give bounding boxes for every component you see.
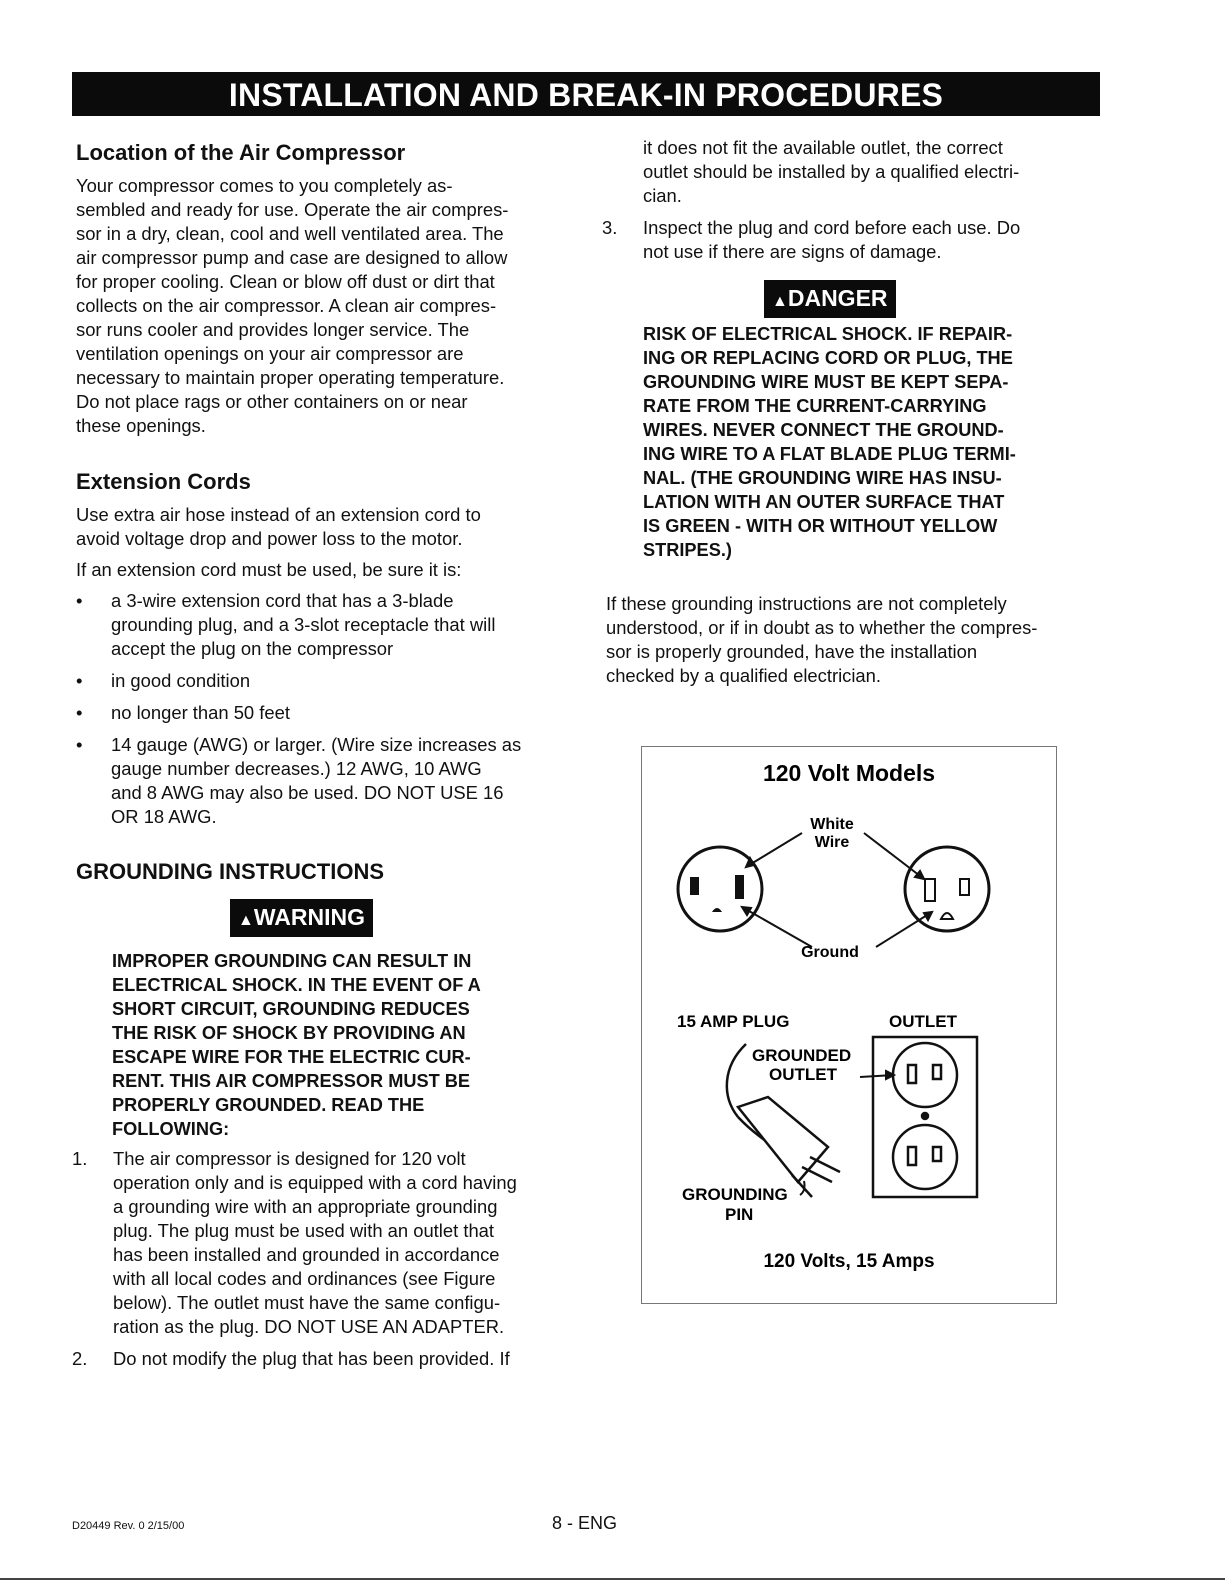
grounded-outlet-label: OUTLET bbox=[769, 1065, 837, 1084]
pin-label: PIN bbox=[725, 1205, 754, 1224]
warning-label: ▲WARNING bbox=[230, 899, 373, 937]
extension-heading: Extension Cords bbox=[76, 469, 251, 494]
list-item: • in good condition bbox=[76, 670, 251, 691]
wiring-diagram bbox=[642, 747, 1056, 1303]
outlet-face-icon bbox=[905, 847, 989, 931]
grounding-label: GROUNDING bbox=[682, 1185, 788, 1204]
location-heading: Location of the Air Compressor bbox=[76, 140, 406, 165]
danger-label: ▲DANGER bbox=[764, 280, 896, 318]
warning-triangle-icon: ▲ bbox=[772, 293, 788, 310]
extension-intro: Use extra air hose instead of an extension cord to avoid voltage drop and power loss to the motor. bbox=[76, 504, 481, 549]
right-column bbox=[602, 136, 1096, 688]
list-item: • no longer than 50 feet bbox=[76, 702, 290, 723]
grounded-label: GROUNDED bbox=[752, 1046, 852, 1065]
warning-text: IMPROPER GROUNDING CAN RESULT IN ELECTRICAL SHOCK. IN THE EVENT OF A SHORT CIRCUIT, GROUNDING REDUCES THE RISK OF SHOCK BY PROVIDING AN ESCAPE WIRE FOR THE ELECTRIC CUR- RENT. THIS AIR COMPRESSOR MUST BE PROPERLY GROUNDED. READ THE FOLLOWING: bbox=[112, 951, 481, 1139]
wall-outlet-icon bbox=[873, 1037, 977, 1197]
page-number: 8 - ENG bbox=[552, 1513, 618, 1533]
ground-label: Ground bbox=[801, 944, 859, 961]
figure-title: 120 Volt Models bbox=[762, 760, 936, 786]
danger-text: RISK OF ELECTRICAL SHOCK. IF REPAIR- ING OR REPLACING CORD OR PLUG, THE GROUNDING WIRE MUST BE KEPT SEPA- RATE FROM THE CURRENT-CARRYING WIRES. NEVER CONNECT THE GROUND- ING WIRE TO A FLAT BLADE PLUG TERMI- NAL. (THE GROUNDING WIRE HAS INSU- LATION WITH AN OUTER SURFACE THAT IS GREEN - WITH OR WITHOUT YELLOW STRIPES.) bbox=[643, 324, 1016, 560]
extension-lead: If an extension cord must be used, be sure it is: bbox=[76, 559, 462, 580]
closing-paragraph: If these grounding instructions are not completely understood, or if in doubt as to whether the compres- sor is properly grounded, have the installation checked by a qualified electrician. bbox=[606, 593, 1038, 686]
white-label: White bbox=[810, 816, 854, 833]
list-item: 2. Do not modify the plug that has been provided. If bbox=[72, 1348, 510, 1369]
continued-text: it does not fit the available outlet, the correct outlet should be installed by a qualified electri- cian. bbox=[643, 137, 1020, 206]
step-3 bbox=[602, 216, 1096, 264]
list-item: 1. The air compressor is designed for 120 volt operation only and is equipped with a cord having a grounding wire with an appropriate grounding plug. The plug must be used with an outlet that has been installed and grounded in accordance with all local codes and ordinances (see Figure below). The outlet must have the same configu- ration as the plug. DO NOT USE AN ADAPTER. bbox=[72, 1148, 517, 1337]
location-paragraph: Your compressor comes to you completely as- sembled and ready for use. Operate the air compres- sor in a dry, clean, cool and well ventilated area. The air compressor pump and case are designed to allow for proper cooling. Clean or blow off dust or dirt that collects on the air compressor. A clean air compres- sor runs cooler and provides longer service. The ventilation openings on your air compressor are necessary to maintain proper operating temperature. Do not place rags or other containers on or near these openings. bbox=[76, 175, 509, 436]
list-item: • a 3-wire extension cord that has a 3-blade grounding plug, and a 3-slot receptacle that will accept the plug on the compressor bbox=[76, 590, 496, 659]
plug-label: 15 AMP PLUG bbox=[677, 1012, 790, 1031]
left-column bbox=[72, 140, 576, 1371]
page-banner: INSTALLATION AND BREAK-IN PROCEDURES bbox=[72, 72, 1100, 116]
figure-caption: 120 Volts, 15 Amps bbox=[763, 1251, 935, 1272]
extension-list bbox=[76, 589, 576, 829]
bottom-rule bbox=[0, 1578, 1225, 1580]
document-code: D20449 Rev. 0 2/15/00 bbox=[72, 1520, 185, 1532]
grounding-heading: GROUNDING INSTRUCTIONS bbox=[76, 859, 384, 884]
grounding-steps bbox=[72, 1147, 576, 1371]
warning-triangle-icon: ▲ bbox=[238, 912, 254, 929]
outlet-label: OUTLET bbox=[889, 1012, 957, 1031]
wiring-figure bbox=[641, 746, 1057, 1304]
wire-label: Wire bbox=[814, 834, 850, 851]
list-item: • 14 gauge (AWG) or larger. (Wire size increases as gauge number decreases.) 12 AWG, 10 AWG and 8 AWG may also be used. DO NOT USE 16 OR 18 AWG. bbox=[76, 734, 522, 827]
list-item: 3. Inspect the plug and cord before each use. Do not use if there are signs of damage. bbox=[602, 217, 1021, 262]
